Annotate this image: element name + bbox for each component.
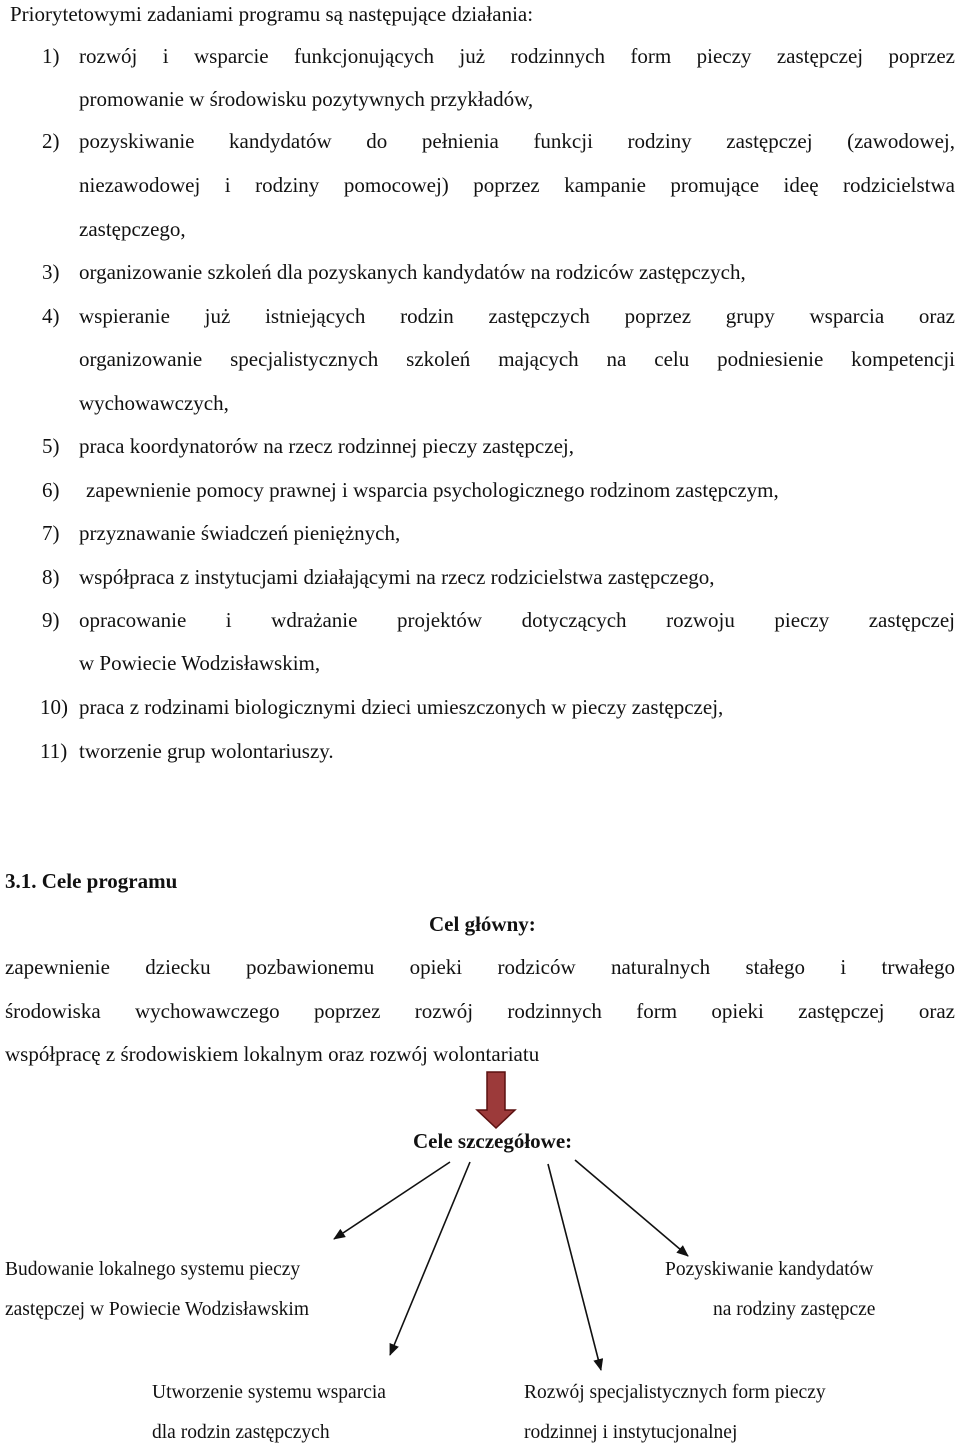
goal-1-line: Budowanie lokalnego systemu pieczy [5, 1259, 301, 1280]
goal-2-line: Pozyskiwanie kandydatów [665, 1259, 874, 1280]
main-goal-heading: Cel główny: [429, 912, 536, 936]
list-item-line: organizowanie szkoleń dla pozyskanych kandydatów na rodziców zastępczych, [79, 260, 746, 284]
arrow-to-goal-4 [548, 1164, 601, 1370]
goal-4-line: Rozwój specjalistycznych form pieczy [524, 1382, 826, 1403]
main-goal-line: zapewnienie dziecku pozbawionemu opieki rodziców naturalnych stałego i trwałego [5, 955, 955, 979]
list-item-line: zastępczego, [79, 217, 186, 241]
arrow-to-goal-2 [575, 1160, 688, 1256]
goal-1-line: zastępczej w Powiecie Wodzisławskim [5, 1299, 310, 1320]
list-number: 4) [42, 304, 60, 328]
list-item-line: pozyskiwanie kandydatów do pełnienia funkcji rodziny zastępczej (zawodowej, [79, 129, 955, 153]
specific-goals-heading: Cele szczegółowe: [413, 1129, 573, 1153]
goal-3-line: dla rodzin zastępczych [152, 1422, 330, 1443]
list-item-line: współpraca z instytucjami działającymi na rzecz rodzicielstwa zastępczego, [79, 565, 715, 589]
list-item-line: tworzenie grup wolontariuszy. [79, 739, 334, 763]
down-arrow-icon [477, 1072, 515, 1128]
list-item-line: zapewnienie pomocy prawnej i wsparcia psychologicznego rodzinom zastępczym, [86, 478, 779, 502]
goal-2-line: na rodziny zastępcze [713, 1299, 876, 1320]
list-number: 8) [42, 565, 60, 589]
list-item-line: praca z rodzinami biologicznymi dzieci umieszczonych w pieczy zastępczej, [79, 695, 724, 719]
list-number: 1) [42, 44, 60, 68]
list-item-line: organizowanie specjalistycznych szkoleń mających na celu podniesienie kompetencji [79, 347, 955, 371]
list-item-line: wychowawczych, [79, 391, 229, 415]
list-number: 5) [42, 434, 60, 458]
arrow-to-goal-3 [390, 1162, 470, 1355]
list-item-line: przyznawanie świadczeń pieniężnych, [79, 521, 401, 545]
list-item-line: opracowanie i wdrażanie projektów dotyczących rozwoju pieczy zastępczej [79, 608, 955, 632]
list-number: 2) [42, 129, 60, 153]
list-number: 6) [42, 478, 60, 502]
list-item-line: praca koordynatorów na rzecz rodzinnej pieczy zastępczej, [79, 434, 574, 458]
list-item-line: rozwój i wsparcie funkcjonujących już rodzinnych form pieczy zastępczej poprzez [79, 44, 955, 68]
list-item-line: promowanie w środowisku pozytywnych przykładów, [79, 87, 534, 111]
list-number: 11) [40, 739, 68, 763]
list-number: 9) [42, 608, 60, 632]
goal-3-line: Utworzenie systemu wsparcia [152, 1382, 386, 1403]
list-item-line: w Powiecie Wodzisławskim, [79, 651, 321, 675]
list-number: 3) [42, 260, 60, 284]
intro-text: Priorytetowymi zadaniami programu są następujące działania: [10, 2, 534, 26]
section-heading: 3.1. Cele programu [5, 869, 178, 893]
arrow-to-goal-1 [334, 1162, 450, 1239]
goal-4-line: rodzinnej i instytucjonalnej [524, 1422, 738, 1443]
list-item-line: wspieranie już istniejących rodzin zastępczych poprzez grupy wsparcia oraz [79, 304, 955, 328]
list-number: 7) [42, 521, 60, 545]
main-goal-line: współpracę z środowiskiem lokalnym oraz rozwój wolontariatu [5, 1042, 540, 1066]
main-goal-line: środowiska wychowawczego poprzez rozwój rodzinnych form opieki zastępczej oraz [5, 999, 955, 1023]
list-item-line: niezawodowej i rodziny pomocowej) poprzez kampanie promujące ideę rodzicielstwa [79, 173, 955, 197]
list-number: 10) [40, 695, 68, 719]
